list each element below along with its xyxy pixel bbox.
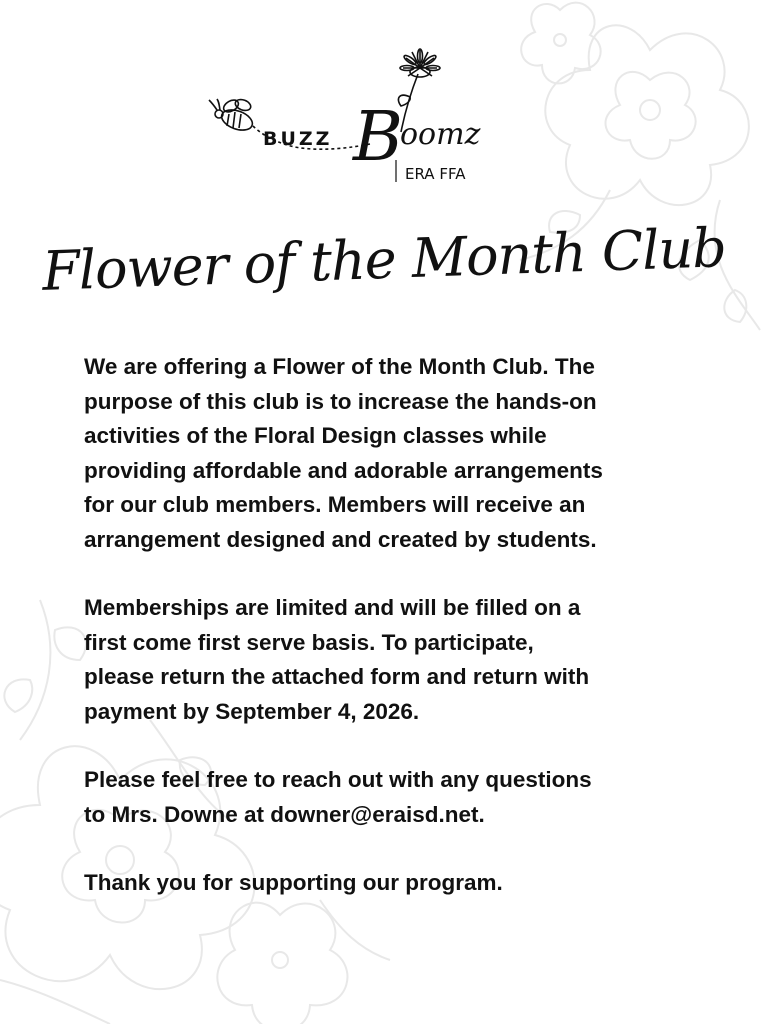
page-title: Flower of the Month Club [41,216,727,303]
paragraph-membership: Memberships are limited and will be filled on a first come first serve basis. To participate, please return the attached form and return with payment by September 4, 2026. [84,595,590,724]
buzz-bloomz-logo [205,42,525,192]
logo-word-buzz: BUZZ [263,128,333,150]
paragraph-intro: We are offering a Flower of the Month Club. The purpose of this club is to increase the hands-on activities of the Floral Design classes while providing affordable and adorable arrangements for our club members. Members will receive an arrangement designed and created by students. [84,354,603,552]
logo-initial-b: B [353,98,403,177]
paragraph-contact: Please feel free to reach out with any questions to Mrs. Downe at downer@eraisd.net. [84,767,592,827]
logo-subtitle: ERA FFA [405,165,466,183]
letter-body [84,350,704,935]
paragraph-thanks: Thank you for supporting our program. [84,870,503,895]
logo-word-oomz: oomz [400,117,481,152]
